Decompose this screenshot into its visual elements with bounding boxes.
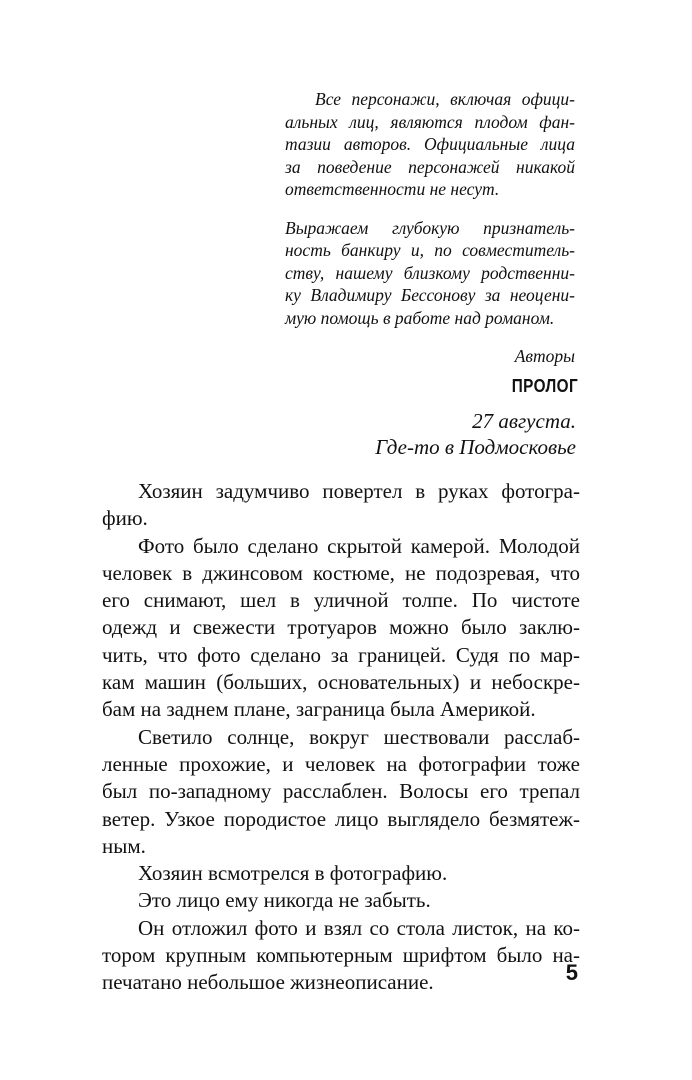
chapter-heading: ПРОЛОГ xyxy=(511,376,578,396)
epigraph-acknowledgement xyxy=(285,217,575,330)
body-line: человек в джинсовом костюме, не подозревая, что xyxy=(102,560,580,585)
body-line: одежд и свежести тротуаров можно было заклю- xyxy=(102,615,580,640)
body-line: Хозяин всмотрелся в фотографию. xyxy=(138,861,448,886)
epigraph-line: ответственности не несут. xyxy=(285,179,500,199)
body-line: его снимают, шел в уличной толпе. По чистоте xyxy=(102,588,580,613)
body-line: ветер. Узкое породистое лицо выглядело безмятеж- xyxy=(102,806,580,831)
epigraph-line: за поведение персонажей никакой xyxy=(285,156,575,177)
dateline-date: 27 августа. xyxy=(472,409,576,433)
body-line: Он отложил фото и взял со стола листок, на ко- xyxy=(138,915,580,940)
epigraph-line: тазии авторов. Официальные лица xyxy=(285,134,575,154)
epigraph xyxy=(285,88,575,368)
body-line: печатано небольшое жизнеописание. xyxy=(102,970,434,995)
body-line: фию. xyxy=(102,506,148,531)
page-number: 5 xyxy=(565,960,578,985)
epigraph-line: альных лиц, являются плодом фан- xyxy=(285,111,575,132)
body-line: Это лицо ему никогда не забыть. xyxy=(138,888,431,913)
epigraph-line: Все персонажи, включая офици- xyxy=(315,89,575,109)
epigraph-line: мую помощь в работе над романом. xyxy=(285,307,555,328)
dateline-place: Где-то в Подмосковье xyxy=(375,435,576,459)
body-line: чить, что фото сделано за границей. Судя по мар- xyxy=(102,642,580,667)
dateline xyxy=(375,408,576,460)
epigraph-line: ку Владимиру Бессонову за неоцени- xyxy=(285,285,575,305)
chapter-body xyxy=(102,478,580,997)
body-line: Светило солнце, вокруг шествовали расслаб- xyxy=(138,724,580,749)
body-line: Фото было сделано скрытой камерой. Молодой xyxy=(138,533,580,558)
body-line: был по-западному расслаблен. Волосы его трепал xyxy=(102,779,580,804)
body-line: кам машин (больших, основательных) и небоскре- xyxy=(102,670,580,695)
body-line: тором крупным компьютерным шрифтом было на- xyxy=(102,943,580,968)
epigraph-line: Выражаем глубокую признатель- xyxy=(285,217,575,238)
epigraph-signature: Авторы xyxy=(514,346,575,366)
body-line: ленные прохожие, и человек на фотографии тоже xyxy=(102,751,580,776)
epigraph-line: ству, нашему близкому родственни- xyxy=(285,262,575,283)
epigraph-disclaimer xyxy=(285,88,575,201)
body-line: ным. xyxy=(102,833,146,858)
body-line: бам на заднем плане, заграница была Америкой. xyxy=(102,697,536,722)
epigraph-line: ность банкиру и, по совместитель- xyxy=(285,240,575,260)
body-line: Хозяин задумчиво повертел в руках фотогра- xyxy=(138,479,580,503)
